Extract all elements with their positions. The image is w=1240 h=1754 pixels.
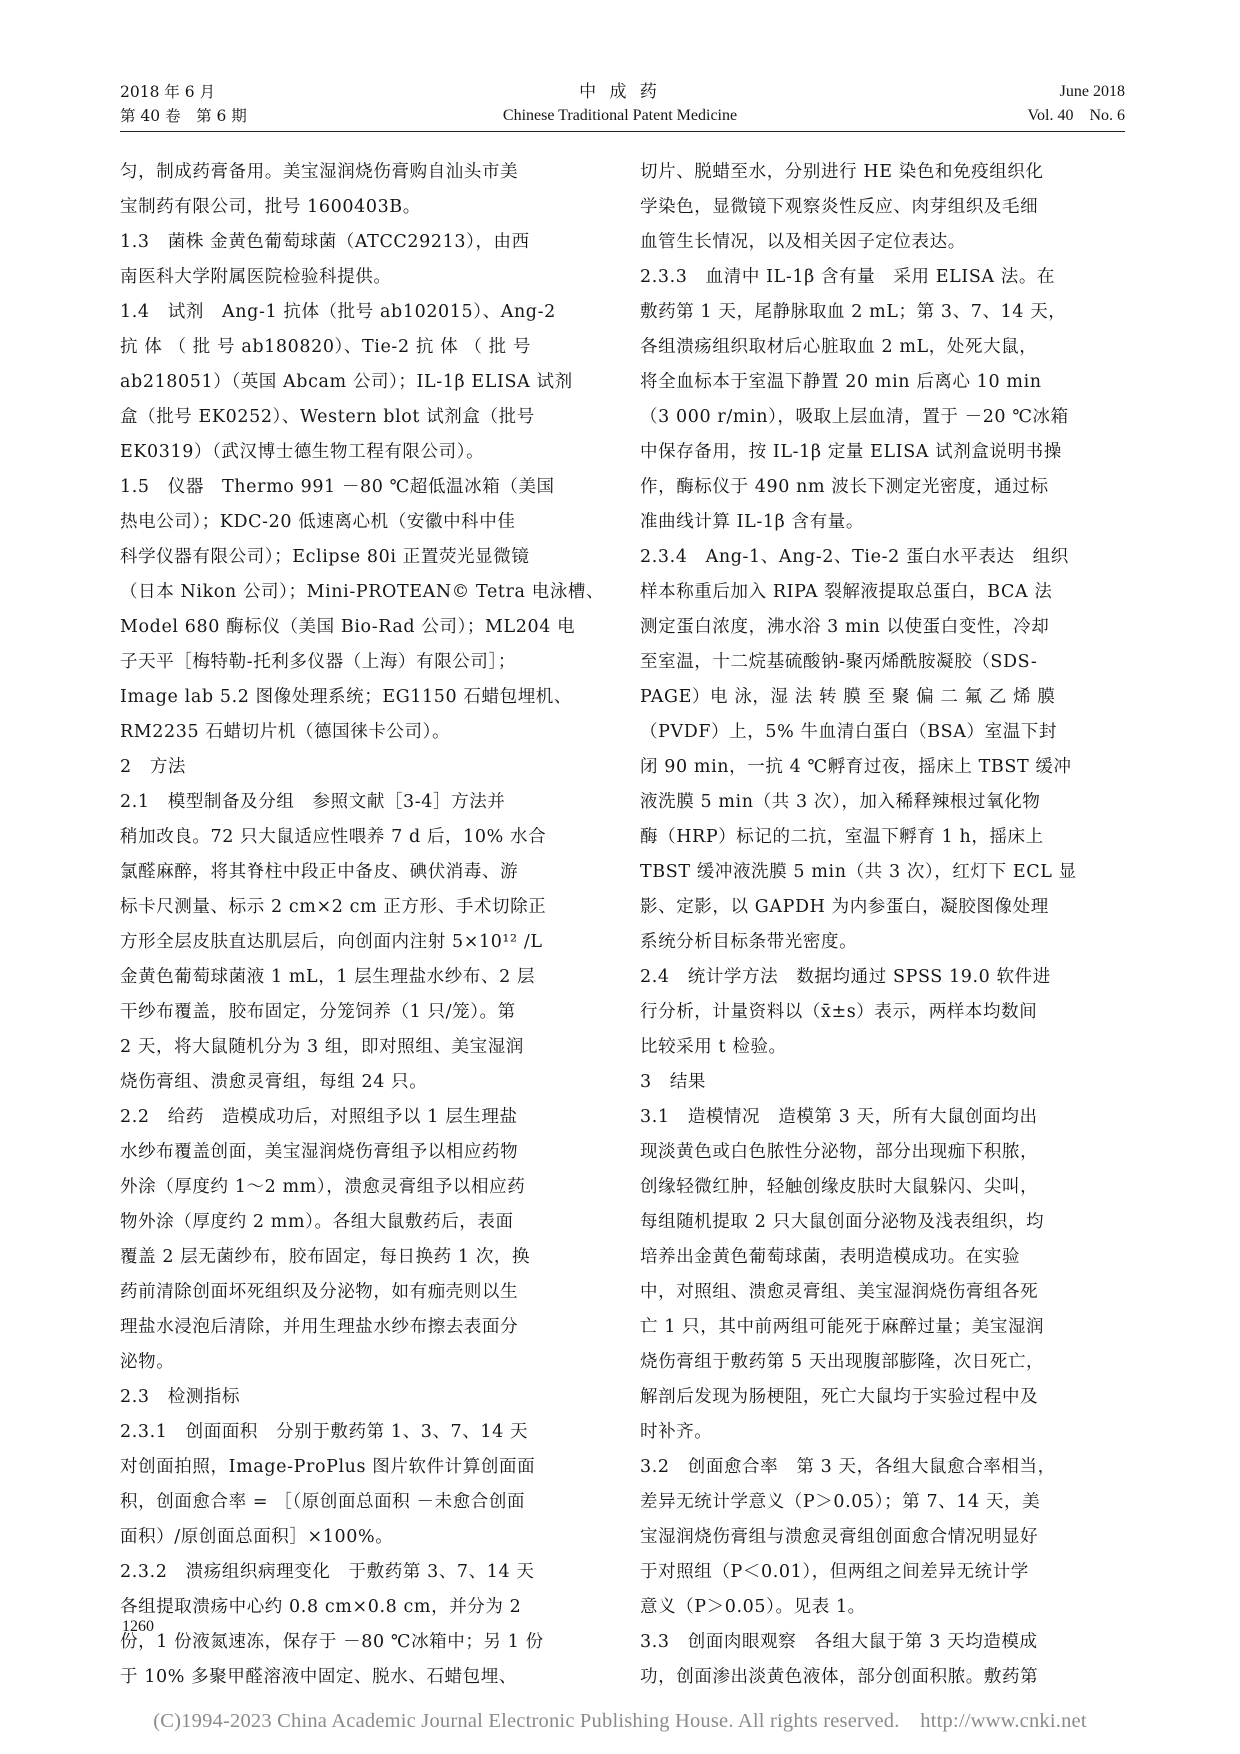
text-line: 样本称重后加入 RIPA 裂解液提取总蛋白，BCA 法 [640, 582, 1053, 602]
text-line: 闭 90 min，一抗 4 ℃孵育过夜，摇床上 TBST 缓冲 [640, 757, 1072, 777]
text-line: 学染色，显微镜下观察炎性反应、肉芽组织及毛细 [640, 197, 1039, 217]
text-line: 功，创面渗出淡黄色液体，部分创面积脓。敷药第 [640, 1667, 1039, 1687]
text-line: 2.3.2 溃疡组织病理变化 于敷药第 3、7、14 天 [120, 1562, 535, 1582]
text-line: 泌物。 [120, 1352, 175, 1372]
text-line: （3 000 r/min），吸取上层血清，置于 －20 ℃冰箱 [640, 407, 1069, 427]
text-line: 南医科大学附属医院检验科提供。 [120, 267, 392, 287]
text-line: 3.2 创面愈合率 第 3 天，各组大鼠愈合率相当， [640, 1457, 1056, 1477]
text-line: 积，创面愈合率 = ［（原创面总面积 －未愈合创面 [120, 1492, 526, 1512]
journal-title-en: Chinese Traditional Patent Medicine [502, 107, 738, 124]
text-line: 1.3 菌株 金黄色葡萄球菌（ATCC29213），由西 [120, 232, 530, 252]
text-line: 中，对照组、溃愈灵膏组、美宝湿润烧伤膏组各死 [640, 1282, 1039, 1302]
text-line: 3.1 造模情况 造模第 3 天，所有大鼠创面均出 [640, 1107, 1038, 1127]
text-line: 方形全层皮肤直达肌层后，向创面内注射 5×10¹² /L [120, 932, 543, 952]
text-line: 意义（P＞0.05）。见表 1。 [640, 1597, 866, 1617]
text-line: 干纱布覆盖，胶布固定，分笼饲养（1 只/笼）。第 [120, 1002, 516, 1022]
header-volume-issue: 第 40 卷 第 6 期 [120, 107, 247, 125]
text-line: 2.4 统计学方法 数据均通过 SPSS 19.0 软件进 [640, 967, 1051, 987]
text-line: 3 结果 [640, 1072, 707, 1092]
text-line: 2 天，将大鼠随机分为 3 组，即对照组、美宝湿润 [120, 1037, 524, 1057]
text-line: 盒（批号 EK0252）、Western blot 试剂盒（批号 [120, 407, 535, 427]
text-line: PAGE）电 泳，湿 法 转 膜 至 聚 偏 二 氟 乙 烯 膜 [640, 687, 1056, 707]
text-line: 影、定影，以 GAPDH 为内参蛋白，凝胶图像处理 [640, 897, 1049, 917]
text-line: 2.1 模型制备及分组 参照文献［3-4］方法并 [120, 792, 506, 812]
text-line: 培养出金黄色葡萄球菌，表明造模成功。在实验 [640, 1247, 1021, 1267]
text-line: 宝湿润烧伤膏组与溃愈灵膏组创面愈合情况明显好 [640, 1527, 1039, 1547]
text-line: 烧伤膏组、溃愈灵膏组，每组 24 只。 [120, 1072, 428, 1092]
text-line: 敷药第 1 天，尾静脉取血 2 mL；第 3、7、14 天， [640, 302, 1067, 322]
text-line: 2 方法 [120, 757, 187, 777]
text-line: 对创面拍照，Image-ProPlus 图片软件计算创面面 [120, 1457, 536, 1477]
text-line: 每组随机提取 2 只大鼠创面分泌物及浅表组织，均 [640, 1212, 1045, 1232]
header-date: 2018 年 6 月 [120, 83, 216, 101]
text-line: 1.5 仪器 Thermo 991 －80 ℃超低温冰箱（美国 [120, 477, 555, 497]
text-line: 理盐水浸泡后清除，并用生理盐水纱布擦去表面分 [120, 1317, 519, 1337]
text-line: 切片、脱蜡至水，分别进行 HE 染色和免疫组织化 [640, 162, 1044, 182]
text-line: 3.3 创面肉眼观察 各组大鼠于第 3 天均造模成 [640, 1632, 1038, 1652]
text-line: 至室温，十二烷基硫酸钠-聚丙烯酰胺凝胶（SDS- [640, 652, 1038, 672]
text-line: 1.4 试剂 Ang-1 抗体（批号 ab102015）、Ang-2 [120, 302, 556, 322]
header-date-en: June 2018 [1059, 83, 1125, 100]
header-rule [120, 131, 1125, 132]
text-line: 面积）/原创面总面积］×100%。 [120, 1527, 394, 1547]
text-line: 金黄色葡萄球菌液 1 mL，1 层生理盐水纱布、2 层 [120, 967, 536, 987]
text-line: 差异无统计学意义（P＞0.05）；第 7、14 天，美 [640, 1492, 1041, 1512]
text-line: 比较采用 t 检验。 [640, 1037, 787, 1057]
text-line: 2.3 检测指标 [120, 1387, 241, 1407]
text-line: 亡 1 只，其中前两组可能死于麻醉过量；美宝湿润 [640, 1317, 1045, 1337]
text-line: 各组溃疡组织取材后心脏取血 2 mL，处死大鼠， [640, 337, 1038, 357]
header-volume-issue-en: Vol. 40 No. 6 [1027, 107, 1125, 124]
text-line: （日本 Nikon 公司）；Mini-PROTEAN© Tetra 电泳槽、 [120, 582, 605, 602]
text-line: 时补齐。 [640, 1422, 713, 1442]
text-line: 热电公司）；KDC-20 低速离心机（安徽中科中佳 [120, 512, 516, 532]
text-line: 准曲线计算 IL-1β 含有量。 [640, 512, 864, 532]
text-line: ab218051）（英国 Abcam 公司）；IL-1β ELISA 试剂 [120, 372, 573, 392]
text-line: 于对照组（P＜0.01），但两组之间差异无统计学 [640, 1562, 1029, 1582]
text-line: 科学仪器有限公司）；Eclipse 80i 正置荧光显微镜 [120, 547, 530, 567]
text-line: 各组提取溃疡中心约 0.8 cm×0.8 cm，并分为 2 [120, 1597, 522, 1617]
right-text-column [640, 155, 1130, 1687]
text-line: 烧伤膏组于敷药第 5 天出现腹部膨隆，次日死亡， [640, 1352, 1045, 1372]
text-line: 药前清除创面坏死组织及分泌物，如有痂壳则以生 [120, 1282, 519, 1302]
text-line: 解剖后发现为肠梗阻，死亡大鼠均于实验过程中及 [640, 1387, 1039, 1407]
text-line: 2.3.4 Ang-1、Ang-2、Tie-2 蛋白水平表达 组织 [640, 547, 1069, 567]
text-line: 子天平［梅特勒-托利多仪器（上海）有限公司］； [120, 652, 516, 672]
text-line: 2.3.1 创面面积 分别于敷药第 1、3、7、14 天 [120, 1422, 529, 1442]
text-line: 行分析，计量资料以（x̄±s）表示，两样本均数间 [640, 1002, 1038, 1022]
text-line: 系统分析目标条带光密度。 [640, 932, 858, 952]
text-line: 2.2 给药 造模成功后，对照组予以 1 层生理盐 [120, 1107, 518, 1127]
text-line: 外涂（厚度约 1～2 mm），溃愈灵膏组予以相应药 [120, 1177, 526, 1197]
text-line: 将全血标本于室温下静置 20 min 后离心 10 min [640, 372, 1042, 392]
text-line: 抗 体 （ 批 号 ab180820）、Tie-2 抗 体 （ 批 号 [120, 337, 531, 357]
header-right [900, 80, 1125, 128]
text-line: RM2235 石蜡切片机（德国徕卡公司）。 [120, 722, 451, 742]
text-line: 血管生长情况，以及相关因子定位表达。 [640, 232, 966, 252]
text-line: EK0319）（武汉博士德生物工程有限公司）。 [120, 442, 485, 462]
text-line: 创缘轻微红肿，轻触创缘皮肤时大鼠躲闪、尖叫， [640, 1177, 1039, 1197]
text-line: 测定蛋白浓度，沸水浴 3 min 以使蛋白变性，冷却 [640, 617, 1050, 637]
text-line: 稍加改良。72 只大鼠适应性喂养 7 d 后，10% 水合 [120, 827, 547, 847]
text-line: 氯醛麻醉，将其脊柱中段正中备皮、碘伏消毒、游 [120, 862, 519, 882]
text-line: 作，酶标仪于 490 nm 波长下测定光密度，通过标 [640, 477, 1049, 497]
text-line: 宝制药有限公司，批号 1600403B。 [120, 197, 421, 217]
text-line: TBST 缓冲液洗膜 5 min（共 3 次），红灯下 ECL 显 [640, 862, 1077, 882]
text-line: 覆盖 2 层无菌纱布，胶布固定，每日换药 1 次，换 [120, 1247, 531, 1267]
text-line: Model 680 酶标仪（美国 Bio-Rad 公司）；ML204 电 [120, 617, 576, 637]
text-line: 现淡黄色或白色脓性分泌物，部分出现痂下积脓， [640, 1142, 1039, 1162]
text-line: 份，1 份液氮速冻，保存于 －80 ℃冰箱中；另 1 份 [120, 1632, 544, 1652]
text-line: Image lab 5.2 图像处理系统；EG1150 石蜡包埋机、 [120, 687, 573, 707]
text-line: 2.3.3 血清中 IL-1β 含有量 采用 ELISA 法。在 [640, 267, 1056, 287]
journal-title-cn: 中 成 药 [579, 82, 661, 102]
text-line: （PVDF）上，5% 牛血清白蛋白（BSA）室温下封 [640, 722, 1057, 742]
text-line: 酶（HRP）标记的二抗，室温下孵育 1 h，摇床上 [640, 827, 1044, 847]
text-line: 物外涂（厚度约 2 mm）。各组大鼠敷药后，表面 [120, 1212, 514, 1232]
copyright-footer: (C)1994-2023 China Academic Journal Electronic Publishing House. All rights reserved. http://www.cnki.net [153, 1710, 1087, 1732]
text-line: 水纱布覆盖创面，美宝湿润烧伤膏组予以相应药物 [120, 1142, 519, 1162]
text-line: 中保存备用，按 IL-1β 定量 ELISA 试剂盒说明书操 [640, 442, 1062, 462]
text-line: 液洗膜 5 min（共 3 次），加入稀释辣根过氧化物 [640, 792, 1041, 812]
text-line: 标卡尺测量、标示 2 cm×2 cm 正方形、手术切除正 [120, 897, 547, 917]
page-number: 1260 [122, 1618, 154, 1635]
text-line: 匀，制成药膏备用。美宝湿润烧伤膏购自汕头市美 [120, 162, 519, 182]
text-line: 于 10% 多聚甲醛溶液中固定、脱水、石蜡包埋、 [120, 1667, 517, 1687]
